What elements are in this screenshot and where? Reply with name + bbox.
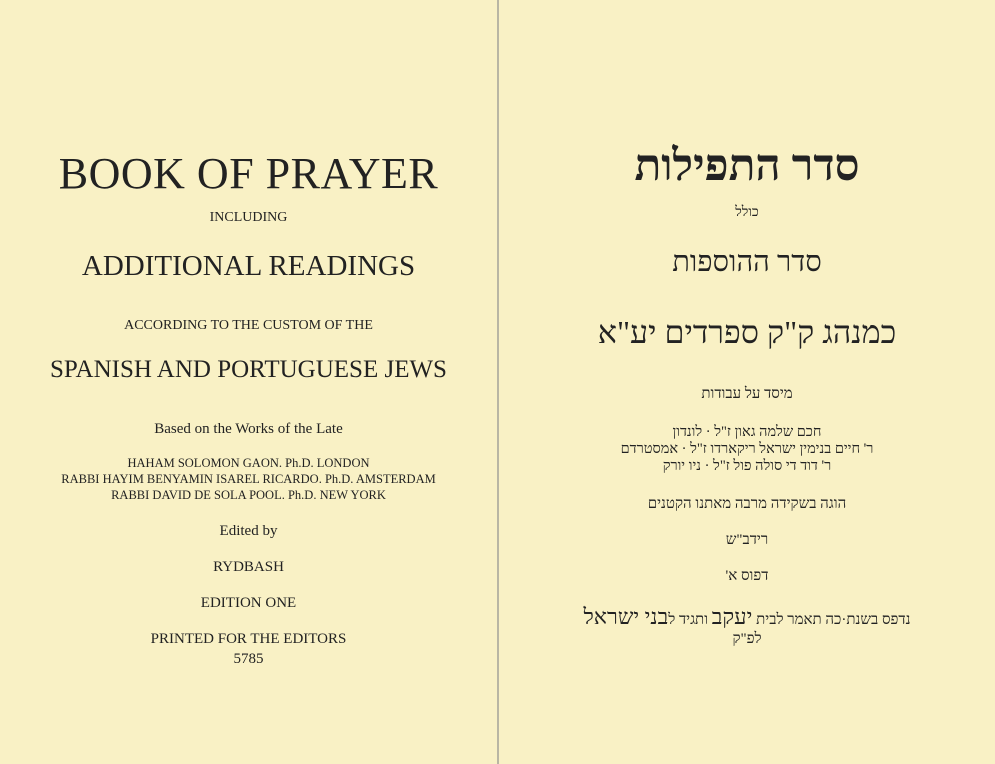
- nidpas-line: [499, 604, 995, 630]
- edited-by-label: Edited by: [219, 523, 278, 539]
- spanish-portuguese-heading: SPANISH AND PORTUGUESE JEWS: [50, 356, 447, 383]
- edition-label: EDITION ONE: [200, 595, 297, 611]
- authors-list: [0, 455, 497, 503]
- author-line: RABBI HAYIM BENYAMIN ISAREL RICARDO. Ph.D. AMSTERDAM: [61, 472, 436, 486]
- nidpas-text-2: ותגיד ל: [668, 612, 712, 628]
- meyusad-label: מיסד על עבודות: [701, 386, 793, 402]
- hebrew-title: סדר התפילות: [634, 141, 860, 190]
- additional-readings-heading: ADDITIONAL READINGS: [81, 250, 416, 282]
- author-line: HAHAM SOLOMON GAON. Ph.D. LONDON: [127, 456, 370, 470]
- based-on-label: Based on the Works of the Late: [154, 421, 343, 437]
- left-page: [0, 0, 497, 764]
- hebrew-authors-list: [499, 424, 995, 475]
- right-page: [499, 0, 995, 764]
- hebrew-author-line: ר' דוד די סולה פול ז"ל · ניו יורק: [662, 458, 832, 474]
- lefak-label: לפ"ק: [732, 631, 762, 647]
- hugah-label: הוגה בשקידה מרבה מאתנו הקטנים: [647, 496, 847, 512]
- minhag-heading: כמנהג ק"ק ספרדים יע"א: [597, 314, 897, 350]
- nidpas-yaakov: יעקב: [711, 604, 753, 629]
- english-title: BOOK OF PRAYER: [58, 149, 439, 198]
- according-label: ACCORDING TO THE CUSTOM OF THE: [124, 318, 373, 333]
- author-line: RABBI DAVID DE SOLA POOL. Ph.D. NEW YORK: [111, 488, 386, 502]
- hebrew-edition-label: דפוס א': [725, 568, 769, 584]
- seder-hahosafot-heading: סדר ההוספות: [672, 246, 822, 278]
- kolel-label: כולל: [735, 205, 759, 220]
- hebrew-author-line: ר' חיים בנימין ישראל ריקארדו ז"ל · אמסטרדם: [620, 441, 874, 457]
- hebrew-author-line: חכם שלמה גאון ז"ל · לונדון: [672, 424, 822, 440]
- nidpas-bnei-yisrael: בני ישראל: [583, 604, 669, 629]
- printed-for-label: PRINTED FOR THE EDITORS: [150, 631, 347, 647]
- editor-name: RYDBASH: [213, 559, 284, 575]
- hebrew-editor-name: רידב"ש: [725, 532, 769, 548]
- nidpas-text: נדפס בשנת·כה תאמר לבית: [752, 612, 911, 628]
- year-label: 5785: [233, 651, 264, 667]
- including-label: INCLUDING: [209, 210, 288, 225]
